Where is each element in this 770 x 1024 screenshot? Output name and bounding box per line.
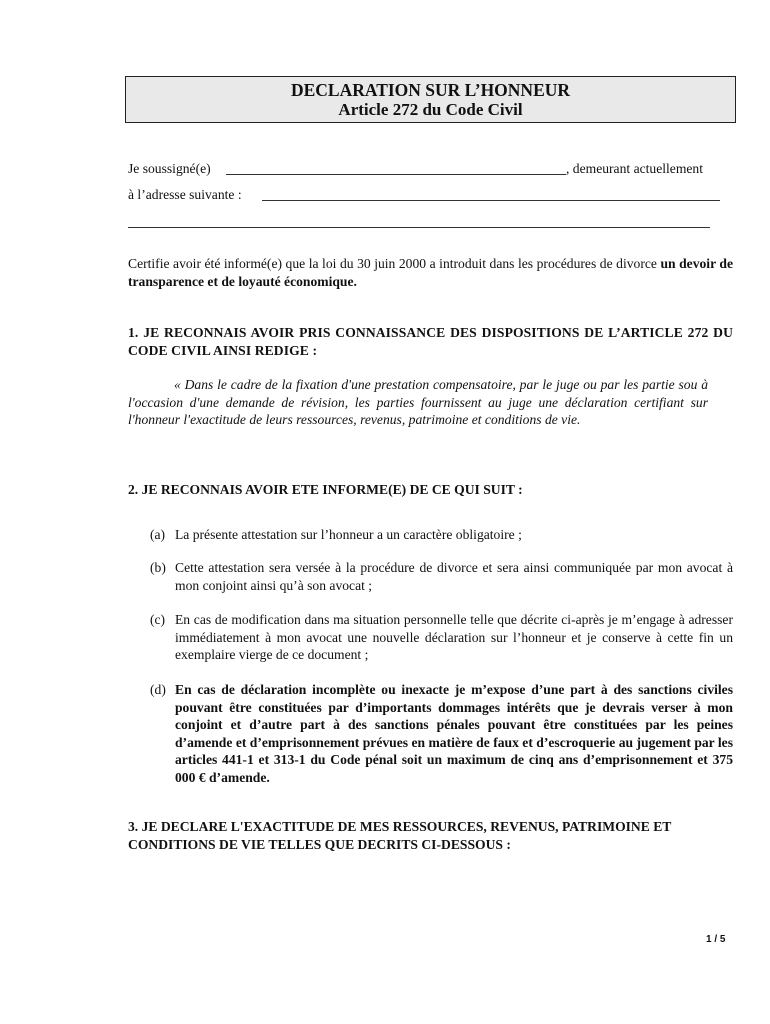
list-item-text: Cette attestation sera versée à la procédure de divorce et sera ainsi communiquée par mon avocat à mon conjoint ainsi qu’à son avocat ;	[175, 560, 733, 593]
document-subtitle: Article 272 du Code Civil	[338, 100, 523, 119]
name-blank-line	[226, 174, 566, 175]
list-item-text: En cas de déclaration incomplète ou inexacte je m’expose d’une part à des sanctions civiles pouvant être constituées par d’importants dommages intérêts que je devrais verser à mon conjoint et d’autre part à des sanctions pénales pouvant être constituées par les peines d’amende et d’emprisonnement prévues en matière de faux et d’escroquerie au jugement par les articles 441-1 et 313-1 du Code pénal soit un maximum de cinq ans d’emprisonnement et 375 000 € d’amende.	[175, 682, 733, 785]
address-blank-line-1	[262, 200, 720, 201]
section2-heading: 2. JE RECONNAIS AVOIR ETE INFORME(E) DE CE QUI SUIT :	[128, 482, 523, 497]
intro-paragraph	[128, 255, 733, 290]
document-title: DECLARATION SUR L’HONNEUR	[290, 80, 571, 100]
list-item-label: (d)	[150, 682, 166, 697]
intro-text: Certifie avoir été informé(e) que la loi du 30 juin 2000 a introduit dans les procédures de divorce	[128, 256, 657, 271]
title-box	[125, 76, 736, 123]
list-item-label: (b)	[150, 560, 166, 575]
page-number: 1 / 5	[706, 934, 726, 945]
list-item-label: (c)	[150, 612, 166, 627]
list-item-d	[150, 681, 733, 786]
list-item-a	[150, 526, 733, 544]
list-item-c	[150, 611, 733, 664]
section1-heading: 1. JE RECONNAIS AVOIR PRIS CONNAISSANCE DES DISPOSITIONS DE L’ARTICLE 272 DU CODE CIVIL AINSI REDIGE :	[128, 325, 733, 358]
list-item-b	[150, 559, 733, 594]
intro-bold-text: un devoir de transparence et de loyauté économique.	[128, 256, 734, 289]
list-item-text: En cas de modification dans ma situation personnelle telle que décrite ci-après je m’engage à adresser immédiatement à mon avocat une nouvelle déclaration sur l’honneur et je conserve à cette fin un exemplaire vierge de ce document ;	[175, 612, 733, 662]
section3-heading: 3. JE DECLARE L'EXACTITUDE DE MES RESSOURCES, REVENUS, PATRIMOINE ET CONDITIONS DE VIE TELLES QUE DECRITS CI-DESSOUS :	[128, 819, 672, 852]
undersigned-label: Je soussigné(e)	[128, 161, 211, 176]
address-label: à l’adresse suivante :	[128, 187, 242, 202]
residing-label: , demeurant actuellement	[566, 161, 704, 176]
list-item-text: La présente attestation sur l’honneur a un caractère obligatoire ;	[175, 527, 522, 542]
address-blank-line-2	[128, 227, 710, 228]
article-272-quote: « Dans le cadre de la fixation d'une prestation compensatoire, par le juge ou par les partie sou à l'occasion d'une demande de révision, les parties fournissent au juge une déclaration certifiant sur l'honneur l'exactitude de leurs ressources, revenus, patrimoine et conditions de vie.	[128, 377, 708, 427]
list-item-label: (a)	[150, 527, 166, 542]
